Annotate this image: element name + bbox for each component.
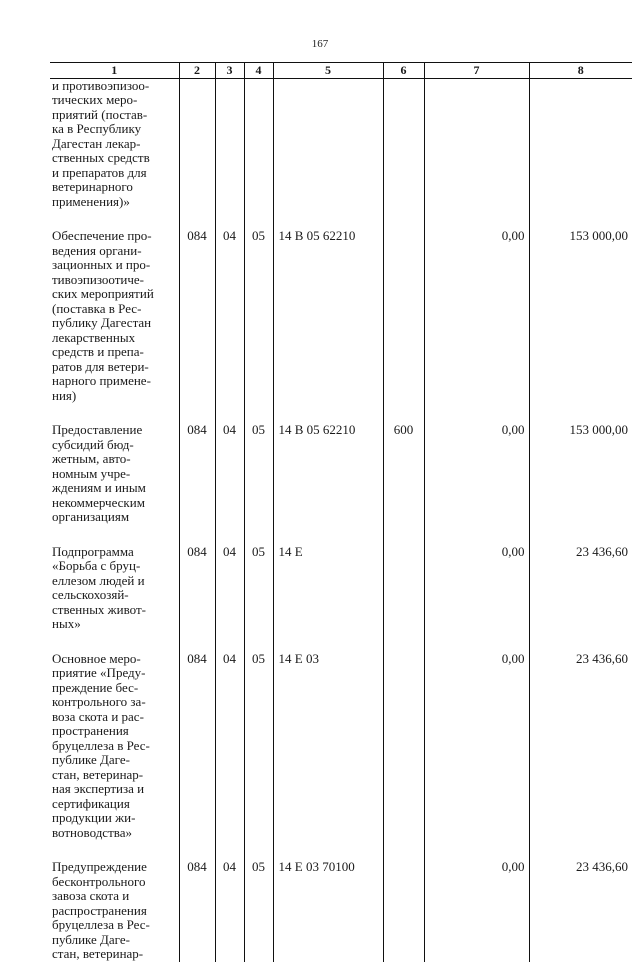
spacer-cell [529, 632, 632, 652]
column-header: 3 [215, 63, 244, 79]
spacer-cell [215, 403, 244, 423]
subsection-code: 05 [244, 423, 273, 525]
expense-type-code: 600 [383, 423, 424, 525]
spacer-cell [424, 403, 529, 423]
table-row [50, 860, 632, 962]
item-name-line: публике Даге- [52, 752, 130, 767]
expense-type-code [383, 860, 424, 962]
item-name-line: ждениям и иным [52, 480, 146, 495]
item-name-line: Подпрограмма [52, 543, 134, 559]
item-name-line: лекарственных [52, 329, 136, 345]
spacer-cell [424, 840, 529, 860]
expense-type-code [383, 78, 424, 209]
amount-col8: 153 000,00 [529, 229, 632, 403]
item-name-line: средств и препа- [52, 344, 144, 359]
table-row [50, 423, 632, 525]
spacer-cell [50, 403, 179, 423]
item-name-line: распространения [52, 902, 147, 918]
item-name-line: публике Даге- [52, 931, 130, 947]
table-row [50, 78, 632, 209]
item-name-line: публику Дагестан [52, 315, 152, 330]
item-name-line: продукции жи- [52, 810, 136, 825]
item-name-line: некоммерческим [52, 494, 145, 510]
expense-type-code [383, 652, 424, 841]
spacer-cell [244, 632, 273, 652]
item-name-line: Основное меро- [52, 650, 141, 666]
column-header: 1 [50, 63, 179, 79]
item-name-line: сельскохозяй- [52, 587, 129, 602]
spacer-cell [215, 525, 244, 545]
item-name-line: и противоэпизоо- [52, 77, 150, 93]
spacer-cell [50, 840, 179, 860]
spacer-cell [50, 632, 179, 652]
row-spacer [50, 840, 632, 860]
table-row [50, 545, 632, 632]
item-name [50, 229, 179, 403]
section-code: 04 [215, 652, 244, 841]
item-name [50, 652, 179, 841]
spacer-cell [179, 209, 215, 229]
item-name-line: применения)» [52, 193, 130, 209]
item-name-line: преждение бес- [52, 679, 139, 695]
column-header: 8 [529, 63, 632, 79]
amount-col7: 0,00 [424, 423, 529, 525]
item-name-line: организациям [52, 509, 130, 524]
amount-col7: 0,00 [424, 545, 529, 632]
spacer-cell [179, 403, 215, 423]
column-header: 6 [383, 63, 424, 79]
spacer-cell [273, 209, 383, 229]
spacer-cell [244, 209, 273, 229]
amount-col8: 23 436,60 [529, 860, 632, 962]
header-row [50, 63, 632, 79]
subsection-code: 05 [244, 860, 273, 962]
spacer-cell [244, 840, 273, 860]
item-name-line: сертификация [52, 795, 130, 811]
section-code [215, 78, 244, 209]
section-code: 04 [215, 423, 244, 525]
row-spacer [50, 525, 632, 545]
spacer-cell [215, 840, 244, 860]
item-name-line: тивоэпизоотиче- [52, 271, 145, 287]
item-name-line: стан, ветеринар- [52, 946, 144, 961]
budget-table [50, 62, 632, 962]
item-name-line: ветеринарного [52, 179, 133, 194]
item-name-line: Дагестан лекар- [52, 135, 141, 151]
spacer-cell [273, 632, 383, 652]
spacer-cell [244, 525, 273, 545]
amount-col7: 0,00 [424, 229, 529, 403]
spacer-cell [424, 525, 529, 545]
item-name-line: приятие «Преду- [52, 665, 146, 680]
spacer-cell [244, 403, 273, 423]
item-name-line: еллезом людей и [52, 572, 145, 588]
ministry-code: 084 [179, 229, 215, 403]
item-name-line: «Борьба с бруц- [52, 558, 141, 573]
item-name-line: бруцеллеза в Рес- [52, 917, 150, 932]
ministry-code: 084 [179, 423, 215, 525]
subsection-code: 05 [244, 652, 273, 841]
item-name-line: ских мероприятий [52, 286, 154, 301]
spacer-cell [529, 840, 632, 860]
target-article-code [273, 78, 383, 209]
spacer-cell [424, 632, 529, 652]
item-name-line: тических меро- [52, 92, 138, 107]
item-name-line: и препаратов для [52, 164, 147, 180]
item-name-line: ственных средств [52, 150, 150, 165]
item-name-line: (поставка в Рес- [52, 300, 142, 316]
page-number: 167 [311, 38, 329, 50]
section-code: 04 [215, 860, 244, 962]
item-name [50, 423, 179, 525]
target-article-code: 14 Е [273, 545, 383, 632]
table-row [50, 229, 632, 403]
section-code: 04 [215, 229, 244, 403]
spacer-cell [529, 403, 632, 423]
spacer-cell [424, 209, 529, 229]
column-header: 4 [244, 63, 273, 79]
item-name [50, 860, 179, 962]
spacer-cell [383, 525, 424, 545]
item-name-line: стан, ветеринар- [52, 766, 144, 782]
row-spacer [50, 632, 632, 652]
spacer-cell [273, 840, 383, 860]
column-header: 2 [179, 63, 215, 79]
item-name-line: ратов для ветери- [52, 358, 149, 374]
section-code: 04 [215, 545, 244, 632]
item-name-line: бесконтрольного [52, 873, 146, 889]
item-name-line: ственных живот- [52, 601, 147, 617]
ministry-code: 084 [179, 860, 215, 962]
item-name-line: вотноводства» [52, 824, 132, 840]
spacer-cell [383, 403, 424, 423]
spacer-cell [383, 840, 424, 860]
item-name-line: ных» [52, 616, 81, 631]
item-name-line: зационных и про- [52, 257, 151, 272]
spacer-cell [179, 840, 215, 860]
expense-type-code [383, 229, 424, 403]
expense-type-code [383, 545, 424, 632]
table-row [50, 652, 632, 841]
spacer-cell [215, 632, 244, 652]
spacer-cell [215, 209, 244, 229]
item-name-line: бруцеллеза в Рес- [52, 737, 150, 753]
table-body [50, 78, 632, 962]
item-name-line: Обеспечение про- [52, 228, 152, 243]
item-name-line: Предупреждение [52, 859, 147, 874]
item-name-line: Предоставление [52, 422, 143, 437]
item-name-line: номным учре- [52, 465, 131, 481]
target-article-code: 14 В 05 62210 [273, 229, 383, 403]
item-name-line: воза скота и рас- [52, 708, 144, 724]
item-name-line: контрольного за- [52, 694, 146, 709]
amount-col8: 23 436,60 [529, 652, 632, 841]
item-name-line: ния) [52, 387, 77, 403]
column-header: 5 [273, 63, 383, 79]
spacer-cell [383, 209, 424, 229]
row-spacer [50, 209, 632, 229]
amount-col7 [424, 78, 529, 209]
spacer-cell [179, 632, 215, 652]
target-article-code: 14 Е 03 70100 [273, 860, 383, 962]
item-name [50, 545, 179, 632]
item-name-line: завоза скота и [52, 888, 130, 903]
spacer-cell [383, 632, 424, 652]
item-name-line: ведения органи- [52, 242, 142, 258]
target-article-code: 14 В 05 62210 [273, 423, 383, 525]
amount-col8 [529, 78, 632, 209]
subsection-code [244, 78, 273, 209]
item-name-line: ная экспертиза и [52, 781, 145, 796]
ministry-code [179, 78, 215, 209]
spacer-cell [273, 525, 383, 545]
ministry-code: 084 [179, 545, 215, 632]
row-spacer [50, 403, 632, 423]
item-name [50, 78, 179, 209]
ministry-code: 084 [179, 652, 215, 841]
amount-col8: 23 436,60 [529, 545, 632, 632]
spacer-cell [529, 525, 632, 545]
amount-col8: 153 000,00 [529, 423, 632, 525]
amount-col7: 0,00 [424, 652, 529, 841]
spacer-cell [50, 209, 179, 229]
spacer-cell [273, 403, 383, 423]
spacer-cell [179, 525, 215, 545]
target-article-code: 14 Е 03 [273, 652, 383, 841]
spacer-cell [529, 209, 632, 229]
amount-col7: 0,00 [424, 860, 529, 962]
item-name-line: субсидий бюд- [52, 436, 134, 452]
column-header: 7 [424, 63, 529, 79]
item-name-line: нарного примене- [52, 373, 151, 388]
item-name-line: ка в Республику [52, 121, 142, 136]
item-name-line: приятий (постав- [52, 106, 148, 122]
subsection-code: 05 [244, 229, 273, 403]
item-name-line: жетным, авто- [52, 451, 131, 466]
spacer-cell [50, 525, 179, 545]
subsection-code: 05 [244, 545, 273, 632]
item-name-line: пространения [52, 723, 129, 738]
